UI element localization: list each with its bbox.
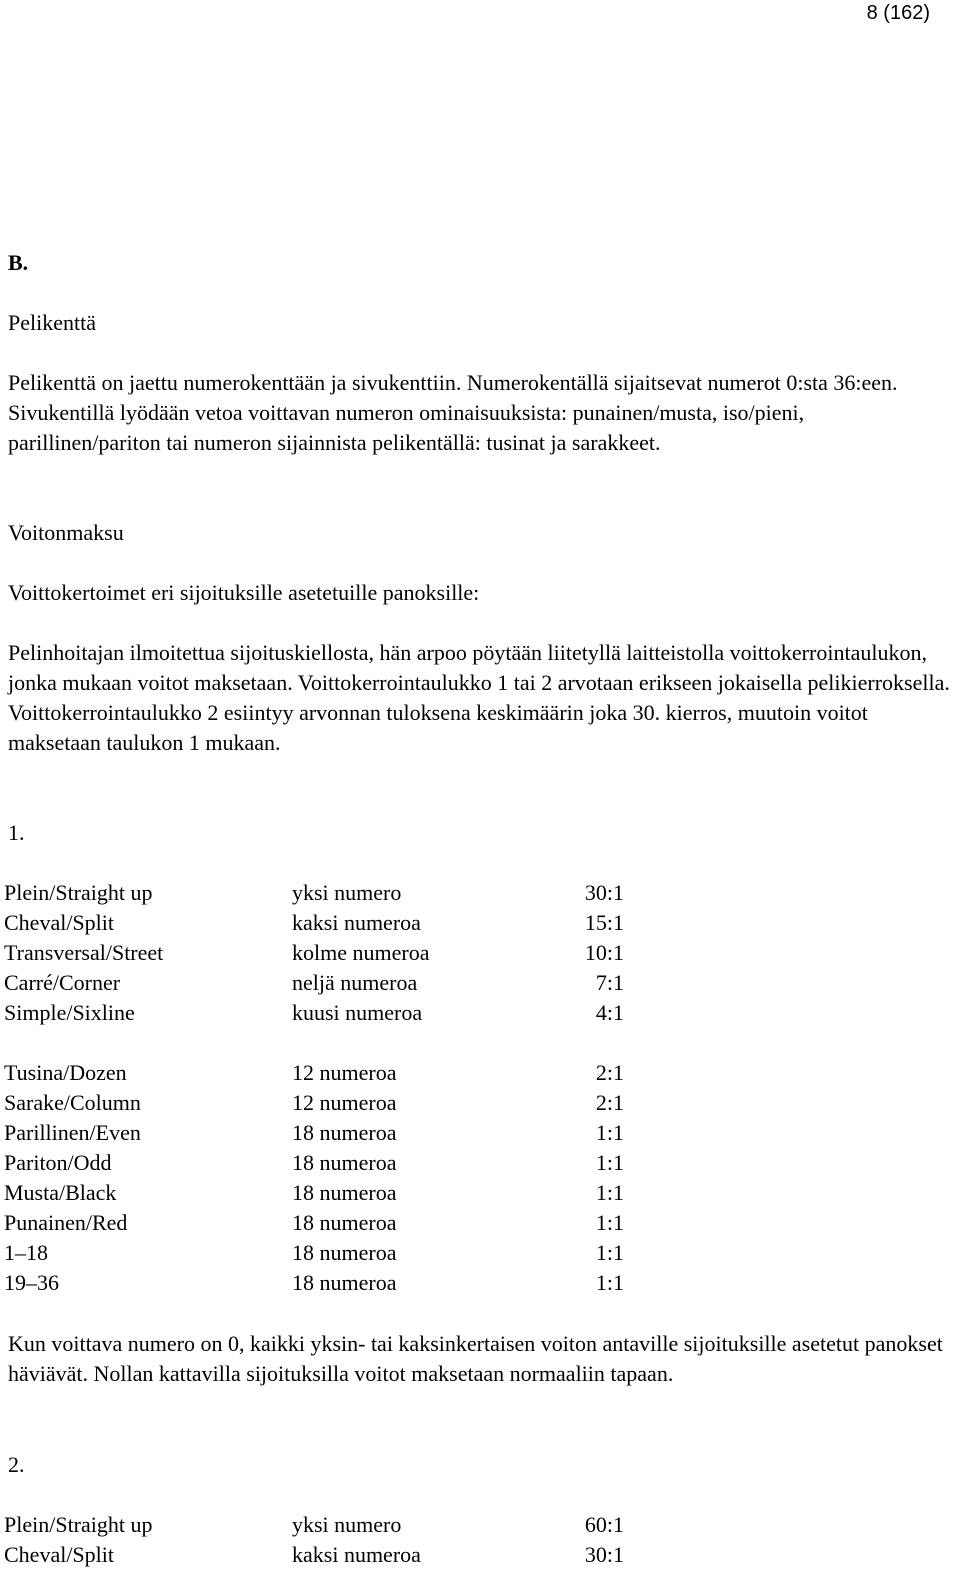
bet-name: 1–18 (4, 1240, 48, 1265)
bet-numbers: 18 numeroa (292, 1180, 397, 1205)
bet-numbers: kolme numeroa (292, 940, 430, 965)
payout-table-1-inside (4, 878, 624, 1028)
bet-name: Simple/Sixline (4, 1000, 135, 1025)
section-title-payout: Voitonmaksu (8, 520, 124, 545)
table-row (4, 1268, 624, 1298)
bet-odds: 1:1 (595, 1180, 624, 1205)
bet-name: Carré/Corner (4, 970, 121, 995)
table2-label: 2. (8, 1452, 25, 1477)
bet-name: Plein/Straight up (4, 880, 153, 905)
bet-name: Cheval/Split (4, 1542, 114, 1567)
bet-numbers: kaksi numeroa (292, 1542, 421, 1567)
bet-name: Parillinen/Even (4, 1120, 141, 1145)
bet-odds: 30:1 (584, 880, 624, 905)
table-row (4, 1208, 624, 1238)
bet-numbers: yksi numero (292, 1512, 402, 1537)
paragraph-dealer: Pelinhoitajan ilmoitettua sijoituskiellosta, hän arpoo pöytään liitetyllä laitteistolla voittokerrointaulukon, jonka mukaan voitot maksetaan. Voittokerrointaulukko 1 tai 2 arvotaan erikseen jokaisella pelikierroksella. Voittokerrointaulukko 2 esiintyy arvonnan tuloksena keskimäärin joka 30. kierros, muutoin voitot maksetaan taulukon 1 mukaan. (8, 640, 950, 755)
table-row (4, 1510, 624, 1540)
table-row (4, 998, 624, 1028)
bet-odds: 1:1 (595, 1210, 624, 1235)
payout-table-2-inside (4, 1510, 624, 1570)
table-row (4, 1088, 624, 1118)
table-row (4, 968, 624, 998)
page-number: 8 (162) (866, 2, 930, 24)
bet-name: Musta/Black (4, 1180, 117, 1205)
bet-odds: 7:1 (595, 970, 624, 995)
bet-odds: 15:1 (584, 910, 624, 935)
bet-odds: 30:1 (584, 1542, 624, 1567)
bet-numbers: kaksi numeroa (292, 910, 421, 935)
paragraph-zero: Kun voittava numero on 0, kaikki yksin- tai kaksinkertaisen voiton antaville sijoituksille asetetut panokset häviävät. Nollan kattavilla sijoituksilla voitot maksetaan normaaliin tapaan. (8, 1331, 943, 1386)
section-heading: B. (8, 250, 29, 275)
bet-odds: 10:1 (584, 940, 624, 965)
bet-odds: 60:1 (584, 1512, 624, 1537)
bet-odds: 4:1 (595, 1000, 624, 1025)
payout-table-1-outside (4, 1058, 624, 1298)
bet-name: Plein/Straight up (4, 1512, 153, 1537)
bet-name: Pariton/Odd (4, 1150, 112, 1175)
table-row (4, 1238, 624, 1268)
table-row (4, 938, 624, 968)
bet-numbers: yksi numero (292, 880, 402, 905)
bet-numbers: 12 numeroa (292, 1090, 397, 1115)
bet-odds: 2:1 (595, 1090, 624, 1115)
table-row (4, 1178, 624, 1208)
bet-name: Transversal/Street (4, 940, 164, 965)
bet-odds: 2:1 (595, 1060, 624, 1085)
bet-name: Cheval/Split (4, 910, 114, 935)
table-row (4, 1148, 624, 1178)
table-row (4, 908, 624, 938)
table1-label: 1. (8, 820, 25, 845)
table-row (4, 878, 624, 908)
paragraph-playfield: Pelikenttä on jaettu numerokenttään ja sivukenttiin. Numerokentällä sijaitsevat numerot 0:sta 36:een. Sivukentillä lyödään vetoa voittavan numeron ominaisuuksista: punainen/musta, iso/pieni, parillinen/pariton tai numeron sijainnista pelikentällä: tusinat ja sarakkeet. (8, 370, 898, 455)
bet-numbers: 12 numeroa (292, 1060, 397, 1085)
bet-numbers: 18 numeroa (292, 1270, 397, 1295)
bet-name: 19–36 (4, 1270, 59, 1295)
bet-numbers: neljä numeroa (292, 970, 418, 995)
bet-numbers: 18 numeroa (292, 1150, 397, 1175)
table-row (4, 1118, 624, 1148)
bet-name: Tusina/Dozen (4, 1060, 127, 1085)
table-row (4, 1058, 624, 1088)
bet-name: Sarake/Column (4, 1090, 141, 1115)
bet-odds: 1:1 (595, 1240, 624, 1265)
bet-numbers: 18 numeroa (292, 1240, 397, 1265)
bet-odds: 1:1 (595, 1270, 624, 1295)
bet-odds: 1:1 (595, 1120, 624, 1145)
bet-numbers: 18 numeroa (292, 1210, 397, 1235)
bet-numbers: kuusi numeroa (292, 1000, 423, 1025)
table-row (4, 1540, 624, 1570)
bet-name: Punainen/Red (4, 1210, 128, 1235)
multipliers-intro: Voittokertoimet eri sijoituksille asetetuille panoksille: (8, 580, 480, 605)
bet-odds: 1:1 (595, 1150, 624, 1175)
section-title-playfield: Pelikenttä (8, 310, 96, 335)
bet-numbers: 18 numeroa (292, 1120, 397, 1145)
